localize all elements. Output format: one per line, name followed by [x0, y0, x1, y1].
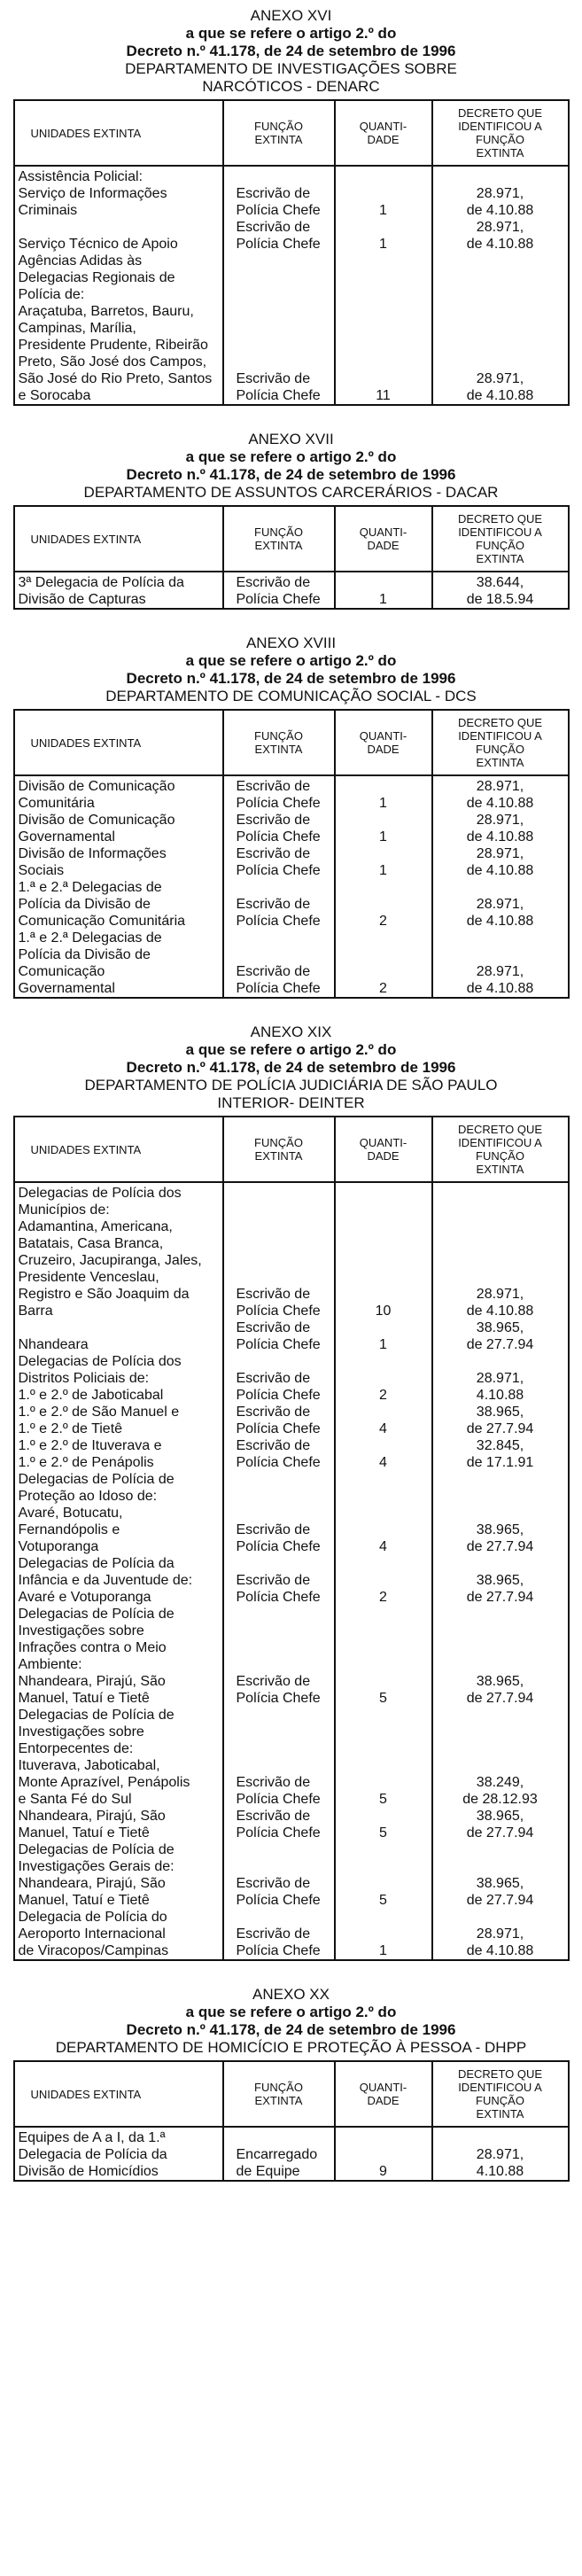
extinct-functions-table	[13, 1116, 570, 1961]
unit-cell: Agências Adidas às Delegacias Regionais de Polícia de: Araçatuba, Barretos, Bauru, Campinas, Marília, Presidente Prudente, Ribeirão Preto, São José dos Campos, São José do Rio Preto, Santos e Sorocaba	[14, 253, 223, 405]
function-cell: Escrivão de Polícia Chefe	[223, 1909, 335, 1960]
annex-section	[0, 1986, 582, 2182]
decree-cell: 38.965, de 27.7.94	[432, 1404, 569, 1437]
quantity-cell: 2	[335, 1555, 432, 1606]
decree-cell: 28.971, de 4.10.88	[432, 879, 569, 930]
annex-title: ANEXO XX	[252, 1986, 330, 2003]
extinct-functions-table	[13, 505, 570, 610]
table-header-row	[14, 1117, 569, 1182]
function-cell: Escrivão de Polícia Chefe	[223, 1841, 335, 1909]
annex-reference-line: a que se refere o artigo 2.º do	[185, 25, 397, 42]
decree-cell: 38.965, de 27.7.94	[432, 1471, 569, 1555]
table-row	[14, 1404, 569, 1437]
header-quantidade: QUANTI- DADE	[335, 1117, 432, 1182]
unit-cell: Delegacias de Polícia de Investigações Gerais de: Nhandeara, Pirajú, São Manuel, Tatuí e Tietê	[14, 1841, 223, 1909]
extinct-functions-table	[13, 99, 570, 406]
quantity-cell: 4	[335, 1437, 432, 1471]
unit-cell: 1.º e 2.º de Ituverava e 1.º e 2.º de Penápolis	[14, 1437, 223, 1471]
decree-cell: 28.971, de 4.10.88	[432, 845, 569, 879]
header-funcao: FUNÇÃO EXTINTA	[223, 506, 335, 572]
table-row	[14, 1606, 569, 1707]
table-row	[14, 166, 569, 219]
function-cell: Escrivão de Polícia Chefe	[223, 879, 335, 930]
unit-cell: Divisão de Informações Sociais	[14, 845, 223, 879]
unit-cell: 1.º e 2.º de São Manuel e 1.º e 2.º de Tietê	[14, 1404, 223, 1437]
table-row	[14, 253, 569, 405]
table-row	[14, 1319, 569, 1353]
unit-cell: Delegacia de Polícia do Aeroporto Internacional de Viracopos/Campinas	[14, 1909, 223, 1960]
decree-cell: 28.971, de 4.10.88	[432, 219, 569, 253]
header-quantidade: QUANTI- DADE	[335, 2061, 432, 2127]
quantity-cell: 4	[335, 1404, 432, 1437]
function-cell: Escrivão de Polícia Chefe	[223, 1808, 335, 1841]
header-decreto: DECRETO QUE IDENTIFICOU A FUNÇÃO EXTINTA	[432, 2061, 569, 2127]
decree-cell: 28.971, de 4.10.88	[432, 812, 569, 845]
header-quantidade: QUANTI- DADE	[335, 710, 432, 775]
annex-title: ANEXO XVII	[248, 431, 334, 447]
annex-reference-line: a que se refere o artigo 2.º do	[185, 652, 397, 669]
table-row	[14, 1353, 569, 1404]
quantity-cell: 1	[335, 845, 432, 879]
decree-cell: 38.965, de 27.7.94	[432, 1606, 569, 1707]
table-row	[14, 1808, 569, 1841]
decree-reference-line: Decreto n.º 41.178, de 24 de setembro de 1996	[126, 466, 456, 483]
function-cell: Escrivão de Polícia Chefe	[223, 1707, 335, 1808]
unit-cell: Delegacias de Polícia dos Distritos Policiais de: 1.º e 2.º de Jaboticabal	[14, 1353, 223, 1404]
unit-cell: Serviço Técnico de Apoio	[14, 219, 223, 253]
decree-cell: 28.971, de 4.10.88	[432, 253, 569, 405]
annex-section	[0, 1023, 582, 1961]
table-row	[14, 775, 569, 812]
function-cell: Escrivão de Polícia Chefe	[223, 1471, 335, 1555]
unit-cell: Divisão de Comunicação Comunitária	[14, 775, 223, 812]
quantity-cell: 1	[335, 1909, 432, 1960]
decree-reference-line: Decreto n.º 41.178, de 24 de setembro de 1996	[126, 670, 456, 687]
decree-reference-line: Decreto n.º 41.178, de 24 de setembro de 1996	[126, 2021, 456, 2038]
department-title: DEPARTAMENTO DE INVESTIGAÇÕES SOBRE NARCÓTICOS - DENARC	[125, 60, 457, 95]
table-row	[14, 1437, 569, 1471]
quantity-cell: 2	[335, 930, 432, 998]
header-quantidade: QUANTI- DADE	[335, 506, 432, 572]
quantity-cell: 5	[335, 1841, 432, 1909]
table-row	[14, 930, 569, 998]
quantity-cell: 4	[335, 1471, 432, 1555]
decree-cell: 28.971, 4.10.88	[432, 1353, 569, 1404]
extinct-functions-table	[13, 2060, 570, 2182]
quantity-cell: 5	[335, 1707, 432, 1808]
unit-cell: Delegacias de Polícia de Investigações sobre Infrações contra o Meio Ambiente: Nhandeara, Pirajú, São Manuel, Tatuí e Tietê	[14, 1606, 223, 1707]
function-cell: Escrivão de Polícia Chefe	[223, 1353, 335, 1404]
decree-cell: 28.971, de 4.10.88	[432, 775, 569, 812]
annex-reference-line: a que se refere o artigo 2.º do	[185, 2004, 397, 2020]
quantity-cell: 10	[335, 1182, 432, 1319]
table-header-row	[14, 506, 569, 572]
table-header-row	[14, 100, 569, 166]
header-decreto: DECRETO QUE IDENTIFICOU A FUNÇÃO EXTINTA	[432, 710, 569, 775]
quantity-cell: 5	[335, 1606, 432, 1707]
decree-cell: 38.644, de 18.5.94	[432, 572, 569, 609]
table-header-row	[14, 2061, 569, 2127]
decree-cell: 32.845, de 17.1.91	[432, 1437, 569, 1471]
header-decreto: DECRETO QUE IDENTIFICOU A FUNÇÃO EXTINTA	[432, 100, 569, 166]
function-cell: Escrivão de Polícia Chefe	[223, 572, 335, 609]
annex-title: ANEXO XIX	[250, 1023, 332, 1040]
quantity-cell: 2	[335, 879, 432, 930]
function-cell: Escrivão de Polícia Chefe	[223, 845, 335, 879]
decree-cell: 38.249, de 28.12.93	[432, 1707, 569, 1808]
unit-cell: Delegacias de Polícia de Investigações sobre Entorpecentes de: Ituverava, Jaboticabal, Monte Aprazível, Penápolis e Santa Fé do Sul	[14, 1707, 223, 1808]
annex-title: ANEXO XVI	[250, 7, 332, 24]
header-funcao: FUNÇÃO EXTINTA	[223, 2061, 335, 2127]
quantity-cell: 2	[335, 1353, 432, 1404]
table-row	[14, 1555, 569, 1606]
department-title: DEPARTAMENTO DE COMUNICAÇÃO SOCIAL - DCS	[105, 688, 477, 704]
decree-cell: 38.965, de 27.7.94	[432, 1808, 569, 1841]
table-row	[14, 812, 569, 845]
decree-cell: 38.965, de 27.7.94	[432, 1555, 569, 1606]
decree-reference-line: Decreto n.º 41.178, de 24 de setembro de 1996	[126, 1059, 456, 1076]
table-header-row	[14, 710, 569, 775]
decree-cell: 28.971, de 4.10.88	[432, 1909, 569, 1960]
table-row	[14, 1707, 569, 1808]
unit-cell: Equipes de A a I, da 1.ª Delegacia de Polícia da Divisão de Homicídios	[14, 2127, 223, 2181]
table-row	[14, 2127, 569, 2181]
table-row	[14, 1471, 569, 1555]
quantity-cell: 1	[335, 572, 432, 609]
unit-cell: Delegacias de Polícia dos Municípios de: Adamantina, Americana, Batatais, Casa Branca, Cruzeiro, Jacupiranga, Jales, Presidente Venceslau, Registro e São Joaquim da Barra	[14, 1182, 223, 1319]
header-funcao: FUNÇÃO EXTINTA	[223, 1117, 335, 1182]
header-decreto: DECRETO QUE IDENTIFICOU A FUNÇÃO EXTINTA	[432, 506, 569, 572]
function-cell: Escrivão de Polícia Chefe	[223, 1182, 335, 1319]
function-cell: Encarregado de Equipe	[223, 2127, 335, 2181]
header-unidades: UNIDADES EXTINTA	[14, 2061, 223, 2127]
decree-cell: 28.971, de 4.10.88	[432, 930, 569, 998]
function-cell: Escrivão de Polícia Chefe	[223, 166, 335, 219]
annex-reference-line: a que se refere o artigo 2.º do	[185, 448, 397, 465]
quantity-cell: 1	[335, 775, 432, 812]
quantity-cell: 1	[335, 812, 432, 845]
header-unidades: UNIDADES EXTINTA	[14, 506, 223, 572]
department-title: DEPARTAMENTO DE HOMICÍCIO E PROTEÇÃO À PESSOA - DHPP	[55, 2039, 527, 2056]
unit-cell: 1.ª e 2.ª Delegacias de Polícia da Divisão de Comunicação Governamental	[14, 930, 223, 998]
function-cell: Escrivão de Polícia Chefe	[223, 1404, 335, 1437]
function-cell: Escrivão de Polícia Chefe	[223, 930, 335, 998]
annex-title: ANEXO XVIII	[245, 634, 337, 651]
header-funcao: FUNÇÃO EXTINTA	[223, 100, 335, 166]
table-row	[14, 1841, 569, 1909]
extinct-functions-table	[13, 709, 570, 999]
quantity-cell: 5	[335, 1808, 432, 1841]
quantity-cell: 1	[335, 1319, 432, 1353]
unit-cell: Divisão de Comunicação Governamental	[14, 812, 223, 845]
unit-cell: Nhandeara	[14, 1319, 223, 1353]
header-unidades: UNIDADES EXTINTA	[14, 710, 223, 775]
decree-cell: 38.965, de 27.7.94	[432, 1319, 569, 1353]
quantity-cell: 1	[335, 166, 432, 219]
annex-section	[0, 634, 582, 999]
function-cell: Escrivão de Polícia Chefe	[223, 1319, 335, 1353]
header-unidades: UNIDADES EXTINTA	[14, 1117, 223, 1182]
function-cell: Escrivão de Polícia Chefe	[223, 1555, 335, 1606]
unit-cell: Assistência Policial: Serviço de Informações Criminais	[14, 166, 223, 219]
header-funcao: FUNÇÃO EXTINTA	[223, 710, 335, 775]
unit-cell: Nhandeara, Pirajú, São Manuel, Tatuí e Tietê	[14, 1808, 223, 1841]
annex-section	[0, 431, 582, 610]
department-title: DEPARTAMENTO DE ASSUNTOS CARCERÁRIOS - DACAR	[83, 484, 499, 501]
table-row	[14, 845, 569, 879]
unit-cell: Delegacias de Polícia de Proteção ao Idoso de: Avaré, Botucatu, Fernandópolis e Votuporanga	[14, 1471, 223, 1555]
decree-cell: 28.971, de 4.10.88	[432, 166, 569, 219]
function-cell: Escrivão de Polícia Chefe	[223, 812, 335, 845]
function-cell: Escrivão de Polícia Chefe	[223, 1606, 335, 1707]
table-row	[14, 879, 569, 930]
header-decreto: DECRETO QUE IDENTIFICOU A FUNÇÃO EXTINTA	[432, 1117, 569, 1182]
table-row	[14, 1909, 569, 1960]
decree-cell: 38.965, de 27.7.94	[432, 1841, 569, 1909]
table-row	[14, 572, 569, 609]
function-cell: Escrivão de Polícia Chefe	[223, 775, 335, 812]
annex-section	[0, 7, 582, 406]
decree-cell: 28.971, de 4.10.88	[432, 1182, 569, 1319]
unit-cell: 1.ª e 2.ª Delegacias de Polícia da Divisão de Comunicação Comunitária	[14, 879, 223, 930]
header-unidades: UNIDADES EXTINTA	[14, 100, 223, 166]
table-row	[14, 219, 569, 253]
quantity-cell: 1	[335, 219, 432, 253]
decree-cell: 28.971, 4.10.88	[432, 2127, 569, 2181]
unit-cell: 3ª Delegacia de Polícia da Divisão de Capturas	[14, 572, 223, 609]
quantity-cell: 11	[335, 253, 432, 405]
function-cell: Escrivão de Polícia Chefe	[223, 1437, 335, 1471]
unit-cell: Delegacias de Polícia da Infância e da Juventude de: Avaré e Votuporanga	[14, 1555, 223, 1606]
decree-reference-line: Decreto n.º 41.178, de 24 de setembro de 1996	[126, 43, 456, 59]
quantity-cell: 9	[335, 2127, 432, 2181]
function-cell: Escrivão de Polícia Chefe	[223, 219, 335, 253]
annex-reference-line: a que se refere o artigo 2.º do	[185, 1041, 397, 1058]
header-quantidade: QUANTI- DADE	[335, 100, 432, 166]
department-title: DEPARTAMENTO DE POLÍCIA JUDICIÁRIA DE SÃO PAULO INTERIOR- DEINTER	[84, 1077, 498, 1111]
function-cell: Escrivão de Polícia Chefe	[223, 253, 335, 405]
table-row	[14, 1182, 569, 1319]
